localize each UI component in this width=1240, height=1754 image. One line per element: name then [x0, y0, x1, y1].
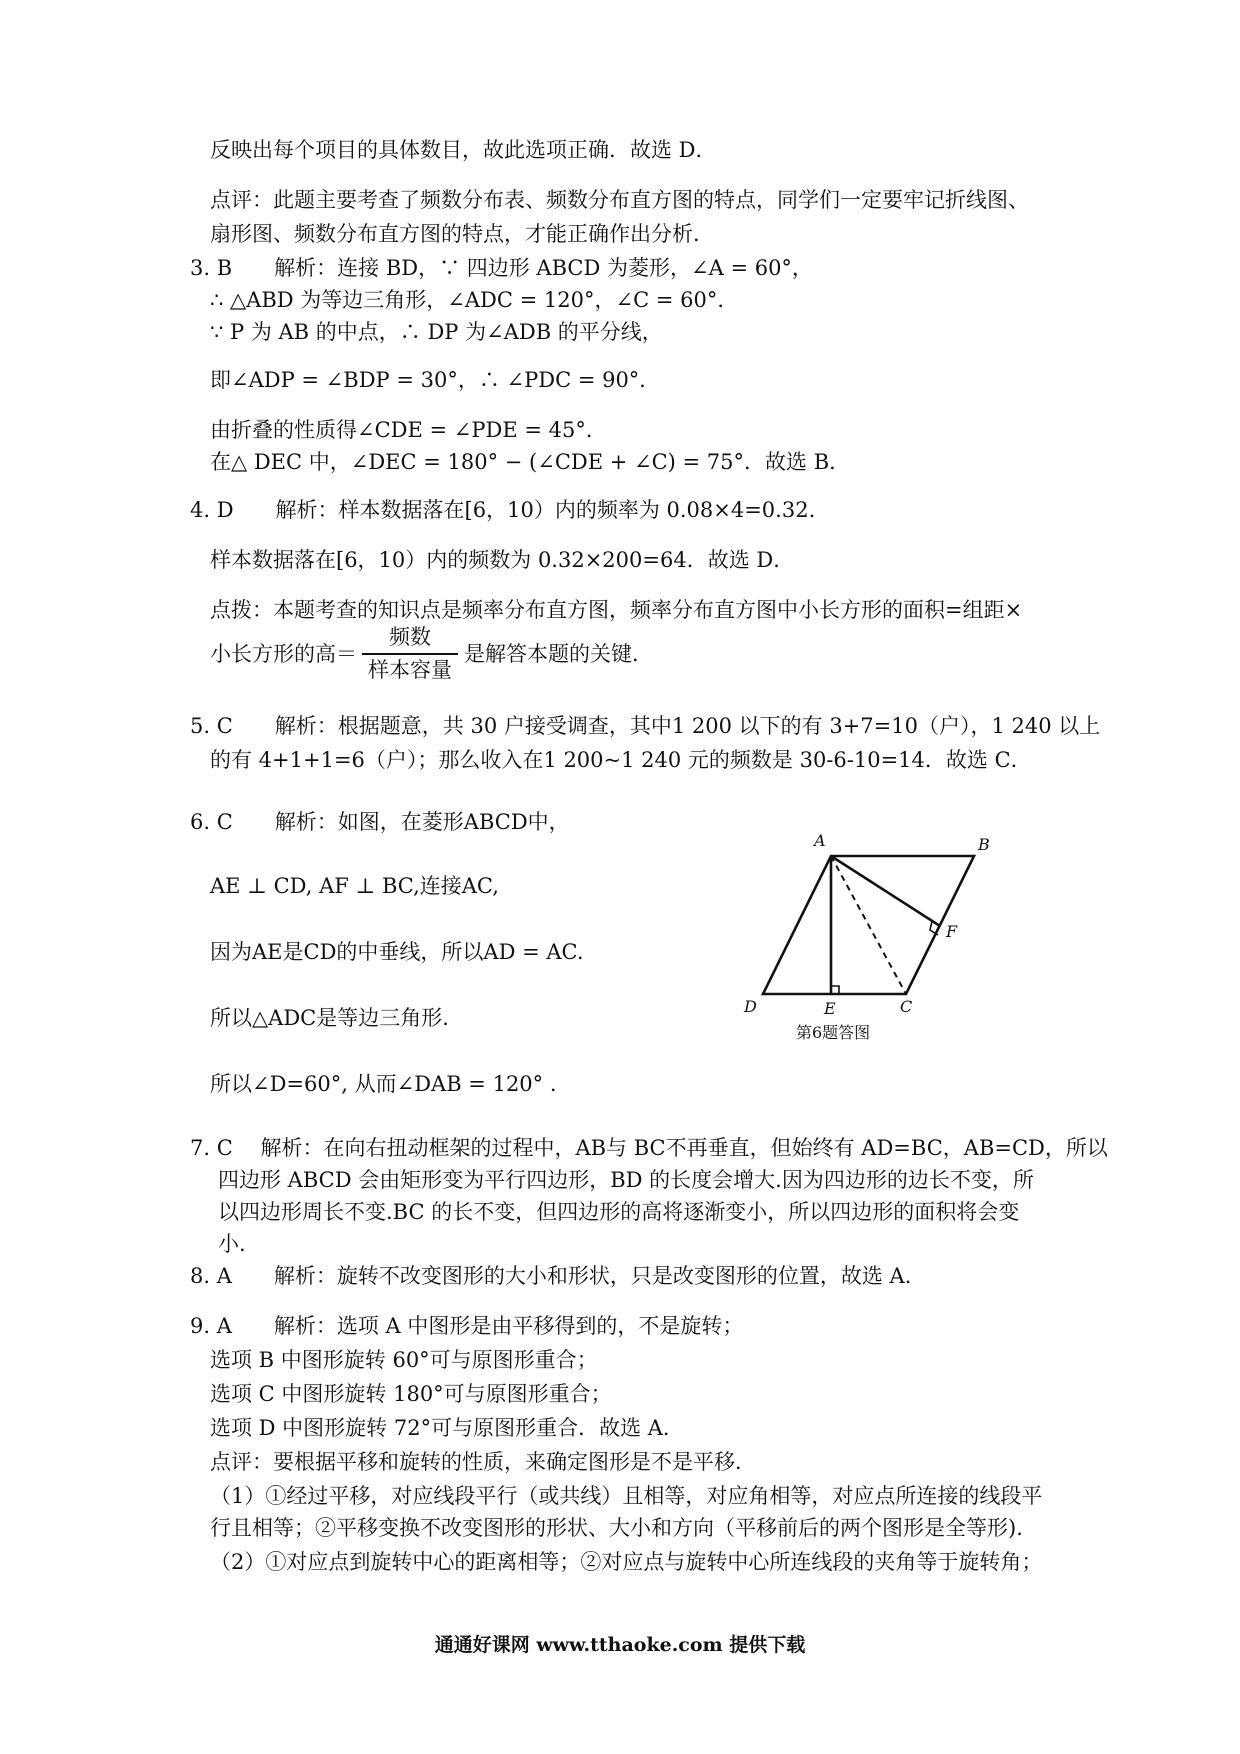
- point-label-c: C: [900, 997, 913, 1016]
- text-line: 5. C 解析：根据题意，共 30 户接受调查，其中1 200 以下的有 3+7=10（户），1 240 以上: [190, 714, 1101, 738]
- text-line: 小长方形的高＝: [210, 642, 357, 666]
- footer: 通通好课网 www.tthaoke.com 提供下载: [434, 1634, 806, 1656]
- point-label-b: B: [978, 835, 990, 854]
- text-line: 即∠ADP = ∠BDP = 30°，∴ ∠PDC = 90°．: [210, 368, 661, 392]
- text-line: 扇形图、频数分布直方图的特点，才能正确作出分析．: [210, 222, 714, 246]
- text-line: 反映出每个项目的具体数目，故此选项正确．故选 D．: [210, 138, 717, 162]
- text-line: 9. A 解析：选项 A 中图形是由平移得到的，不是旋转；: [190, 1314, 744, 1338]
- segment-ac: [831, 856, 906, 994]
- text-line: 四边形 ABCD 会由矩形变为平行四边形，BD 的长度会增大.因为四边形的边长不变，所: [218, 1168, 1034, 1192]
- text-line: 在△ DEC 中，∠DEC = 180° − (∠CDE + ∠C) = 75°．故选 B．: [210, 450, 851, 474]
- text-line: 所以∠D=60°, 从而∠DAB = 120° .: [210, 1072, 557, 1096]
- rhombus-figure: [736, 820, 1036, 1050]
- point-label-a: A: [814, 831, 826, 850]
- text-line: （2）①对应点到旋转中心的距离相等；②对应点与旋转中心所连线段的夹角等于旋转角；: [210, 1550, 1043, 1574]
- segment-af: [831, 856, 940, 926]
- figure-caption: 第6题答图: [796, 1023, 871, 1042]
- text-line: 4. D 解析：样本数据落在[6，10）内的频率为 0.08×4=0.32.: [190, 498, 816, 522]
- text-line: 所以△ADC是等边三角形.: [210, 1006, 449, 1030]
- text-line: 点评：要根据平移和旋转的性质，来确定图形是不是平移．: [210, 1450, 756, 1474]
- text-line: 7. C 解析：在向右扭动框架的过程中，AB与 BC不再垂直，但始终有 AD=BC，AB=CD，所以: [190, 1136, 1108, 1160]
- text-line: （1）①经过平移，对应线段平行（或共线）且相等，对应角相等，对应点所连接的线段平: [210, 1484, 1043, 1508]
- text-line: 选项 D 中图形旋转 72°可与原图形重合．故选 A．: [210, 1416, 684, 1440]
- text-line: ∵ P 为 AB 的中点，∴ DP 为∠ADB 的平分线，: [210, 320, 663, 344]
- text-line: 行且相等；②平移变换不改变图形的形状、大小和方向（平移前后的两个图形是全等形).: [210, 1516, 1023, 1540]
- text-line: 点评：此题主要考查了频数分布表、频数分布直方图的特点，同学们一定要牢记折线图、: [210, 188, 1029, 212]
- text-line: 6. C 解析：如图，在菱形ABCD中，: [190, 810, 570, 834]
- text-line: 由折叠的性质得∠CDE = ∠PDE = 45°．: [210, 418, 607, 442]
- text-line: 的有 4+1+1=6（户）；那么收入在1 200~1 240 元的频数是 30-6-10=14．故选 C．: [210, 748, 1032, 772]
- point-label-f: F: [946, 922, 958, 941]
- text-line: 选项 B 中图形旋转 60°可与原图形重合；: [210, 1348, 598, 1372]
- text-line: 点拨：本题考查的知识点是频率分布直方图，频率分布直方图中小长方形的面积=组距×: [210, 598, 1023, 622]
- point-label-d: D: [744, 997, 757, 1016]
- text-line: 是解答本题的关键．: [464, 642, 653, 666]
- text-line: ∴ △ABD 为等边三角形，∠ADC = 120°，∠C = 60°．: [210, 288, 739, 312]
- text-line: 8. A 解析：旋转不改变图形的大小和形状，只是改变图形的位置，故选 A．: [190, 1264, 926, 1288]
- text-line: AE ⊥ CD, AF ⊥ BC,连接AC,: [210, 874, 499, 898]
- fraction-bar: [362, 653, 458, 655]
- fraction-numerator: 频数: [389, 625, 431, 649]
- fraction-denominator: 样本容量: [368, 658, 452, 682]
- text-line: 样本数据落在[6，10）内的频数为 0.32×200=64．故选 D．: [210, 548, 795, 572]
- text-line: 3. B 解析：连接 BD，∵ 四边形 ABCD 为菱形，∠A = 60°，: [190, 256, 813, 280]
- text-line: 选项 C 中图形旋转 180°可与原图形重合；: [210, 1382, 612, 1406]
- point-label-e: E: [824, 999, 836, 1018]
- text-line: 因为AE是CD的中垂线，所以AD = AC.: [210, 940, 584, 964]
- text-line: 以四边形周长不变.BC 的长不变，但四边形的高将逐渐变小，所以四边形的面积将会变: [218, 1200, 1020, 1224]
- text-line: 小.: [218, 1232, 246, 1256]
